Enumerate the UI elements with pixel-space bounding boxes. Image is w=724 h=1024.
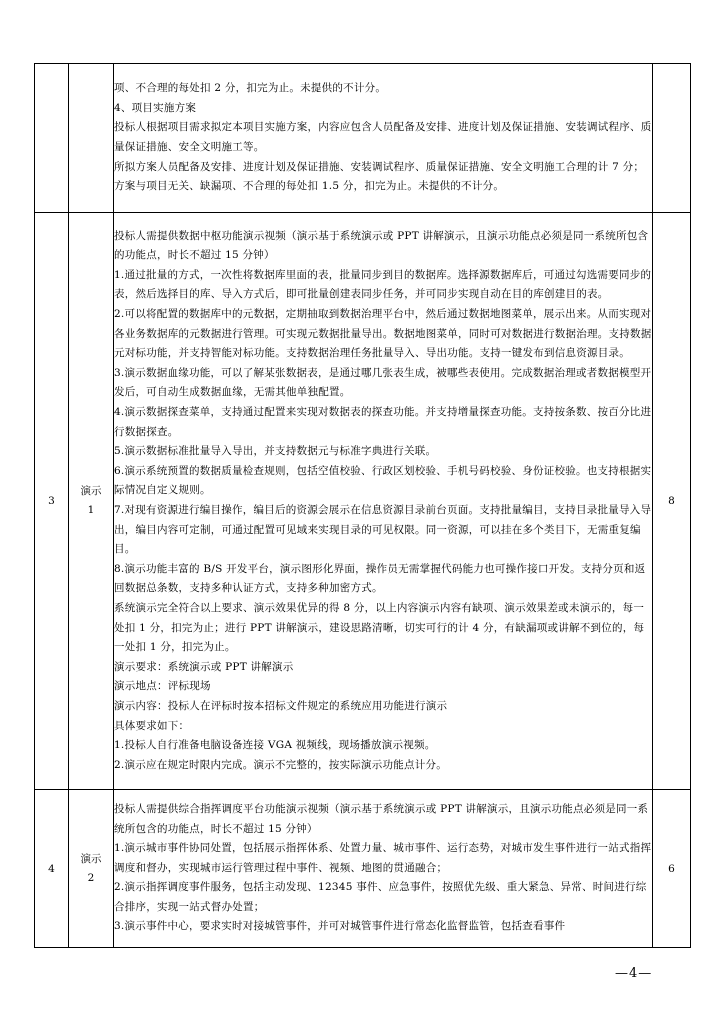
content-line: 1.演示城市事件协同处置，包括展示指挥体系、处置力量、城市事件、运行态势，对城市发生事件进行一站式指挥调度和督办，实现城市运行管理过程中事件、视频、地图的贯通融合； (114, 842, 652, 874)
content-line: 2.演示指挥调度事件服务，包括主动发现、12345 事件、应急事件，按照优先级、重大紧急、异常、时间进行综合排序，实现一站式督办处置； (114, 881, 647, 913)
section-heading: 4、项目实施方案 (114, 101, 197, 114)
content-line: 演示内容：投标人在评标时按本招标文件规定的系统应用功能进行演示 (114, 699, 448, 712)
row-number-cell: 3 (35, 213, 69, 790)
content-line: 投标人需提供数据中枢功能演示视频（演示基于系统演示或 PPT 讲解演示，且演示功能点必须是同一系统所包含的功能点，时长不超过 15 分钟） (114, 229, 649, 262)
table-row (35, 213, 691, 790)
score-cell: 8 (653, 213, 691, 790)
item-cell (69, 213, 114, 790)
content-line: 3.演示数据血缘功能，可以了解某张数据表，是通过哪几张表生成，被哪些表使用。完成数据治理或者数据模型开发后，可自动生成数据血缘，无需其他单独配置。 (114, 366, 652, 399)
content-line: 7.对现有资源进行编目操作，编目后的资源会展示在信息资源目录前台页面。支持批量编目，支持目录批量导入导出，编目内容可定制，可通过配置可见域来实现目录的可见权限。同一资源，可以挂在多个类目下，无需重复编目。 (114, 504, 652, 556)
content-line: 项、不合理的每处扣 2 分，扣完为止。未提供的不计分。 (114, 82, 387, 95)
table-row (35, 790, 691, 948)
row-number-cell: 4 (35, 790, 69, 948)
content-line: 所拟方案人员配备及安排、进度计划及保证措施、安装调试程序、质量保证措施、安全文明施工合理的计 7 分；方案与项目无关、缺漏项、不合理的每处扣 1.5 分，扣完为止。未提供的不计分。 (114, 160, 645, 193)
content-line: 6.演示系统预置的数据质量检查规则，包括空值校验、行政区划校验、手机号码校验、身份证校验。也支持根据实际情况自定义规则。 (114, 464, 652, 497)
content-line: 演示要求：系统演示或 PPT 讲解演示 (114, 660, 294, 673)
content-line: 具体要求如下： (114, 719, 190, 732)
page-number: —4— (615, 966, 653, 981)
item-label: 演示 1 (80, 485, 102, 516)
content-line: 3.演示事件中心，要求实时对接城管事件，并可对城管事件进行常态化监督监管，包括查看事件 (114, 920, 566, 933)
row-number-cell (35, 64, 69, 213)
item-cell (69, 790, 114, 948)
content-line: 5.演示数据标准批量导入导出，并支持数据元与标准字典进行关联。 (114, 445, 437, 458)
content-line: 4.演示数据探查菜单，支持通过配置来实现对数据表的探查功能。并支持增量探查功能。支持按条数、按百分比进行数据探查。 (114, 406, 652, 438)
item-label: 演示 2 (80, 852, 102, 884)
content-line: 投标人需提供综合指挥调度平台功能演示视频（演示基于系统演示或 PPT 讲解演示，且演示功能点必须是同一系统所包含的功能点，时长不超过 15 分钟） (114, 802, 649, 835)
item-cell (69, 64, 114, 213)
score-cell (653, 64, 691, 213)
content-line: 1.通过批量的方式，一次性将数据库里面的表，批量同步到目的数据库。选择源数据库后，可通过勾选需要同步的表，然后选择目的库、导入方式后，即可批量创建表同步任务，并可同步实现自动在目的库创建目的表。 (114, 268, 652, 301)
score-cell: 6 (653, 790, 691, 948)
content-line: 1.投标人自行准备电脑设备连接 VGA 视频线，现场播放演示视频。 (114, 739, 436, 752)
content-cell (114, 213, 653, 790)
content-line: 系统演示完全符合以上要求、演示效果优异的得 8 分，以上内容演示内容有缺项、演示效果差或未演示的，每一处扣 1 分，扣完为止；进行 PPT 讲解演示，建设思路清晰，切实可行的计 4 分，有缺漏项或讲解不到位的，每一处扣 1 分，扣完为止。 (114, 601, 645, 654)
content-line: 演示地点：评标现场 (114, 680, 211, 693)
content-line: 8.演示功能丰富的 B/S 开发平台，演示图形化界面，操作员无需掌握代码能力也可操作接口开发。支持分页和返回数据总条数，支持多种认证方式，支持多种加密方式。 (114, 562, 646, 595)
content-line: 2.可以将配置的数据库中的元数据，定期抽取到数据治理平台中，然后通过数据地图菜单，展示出来。从而实现对各业务数据库的元数据进行管理。可实现元数据批量导出。数据地图菜单，同时可对数据进行数据治理。支持数据元对标功能，并支持智能对标功能。支持数据治理任务批量导入、导出功能。支持一键发布到信息资源目录。 (114, 308, 652, 360)
content-cell (114, 64, 653, 213)
content-line: 2.演示应在规定时限内完成。演示不完整的，按实际演示功能点计分。 (114, 758, 448, 771)
scoring-table (34, 63, 691, 948)
table-row (35, 64, 691, 213)
content-line: 投标人根据项目需求拟定本项目实施方案，内容应包含人员配备及安排、进度计划及保证措施、安装调试程序、质量保证措施、安全文明施工等。 (114, 121, 652, 153)
content-cell (114, 790, 653, 948)
